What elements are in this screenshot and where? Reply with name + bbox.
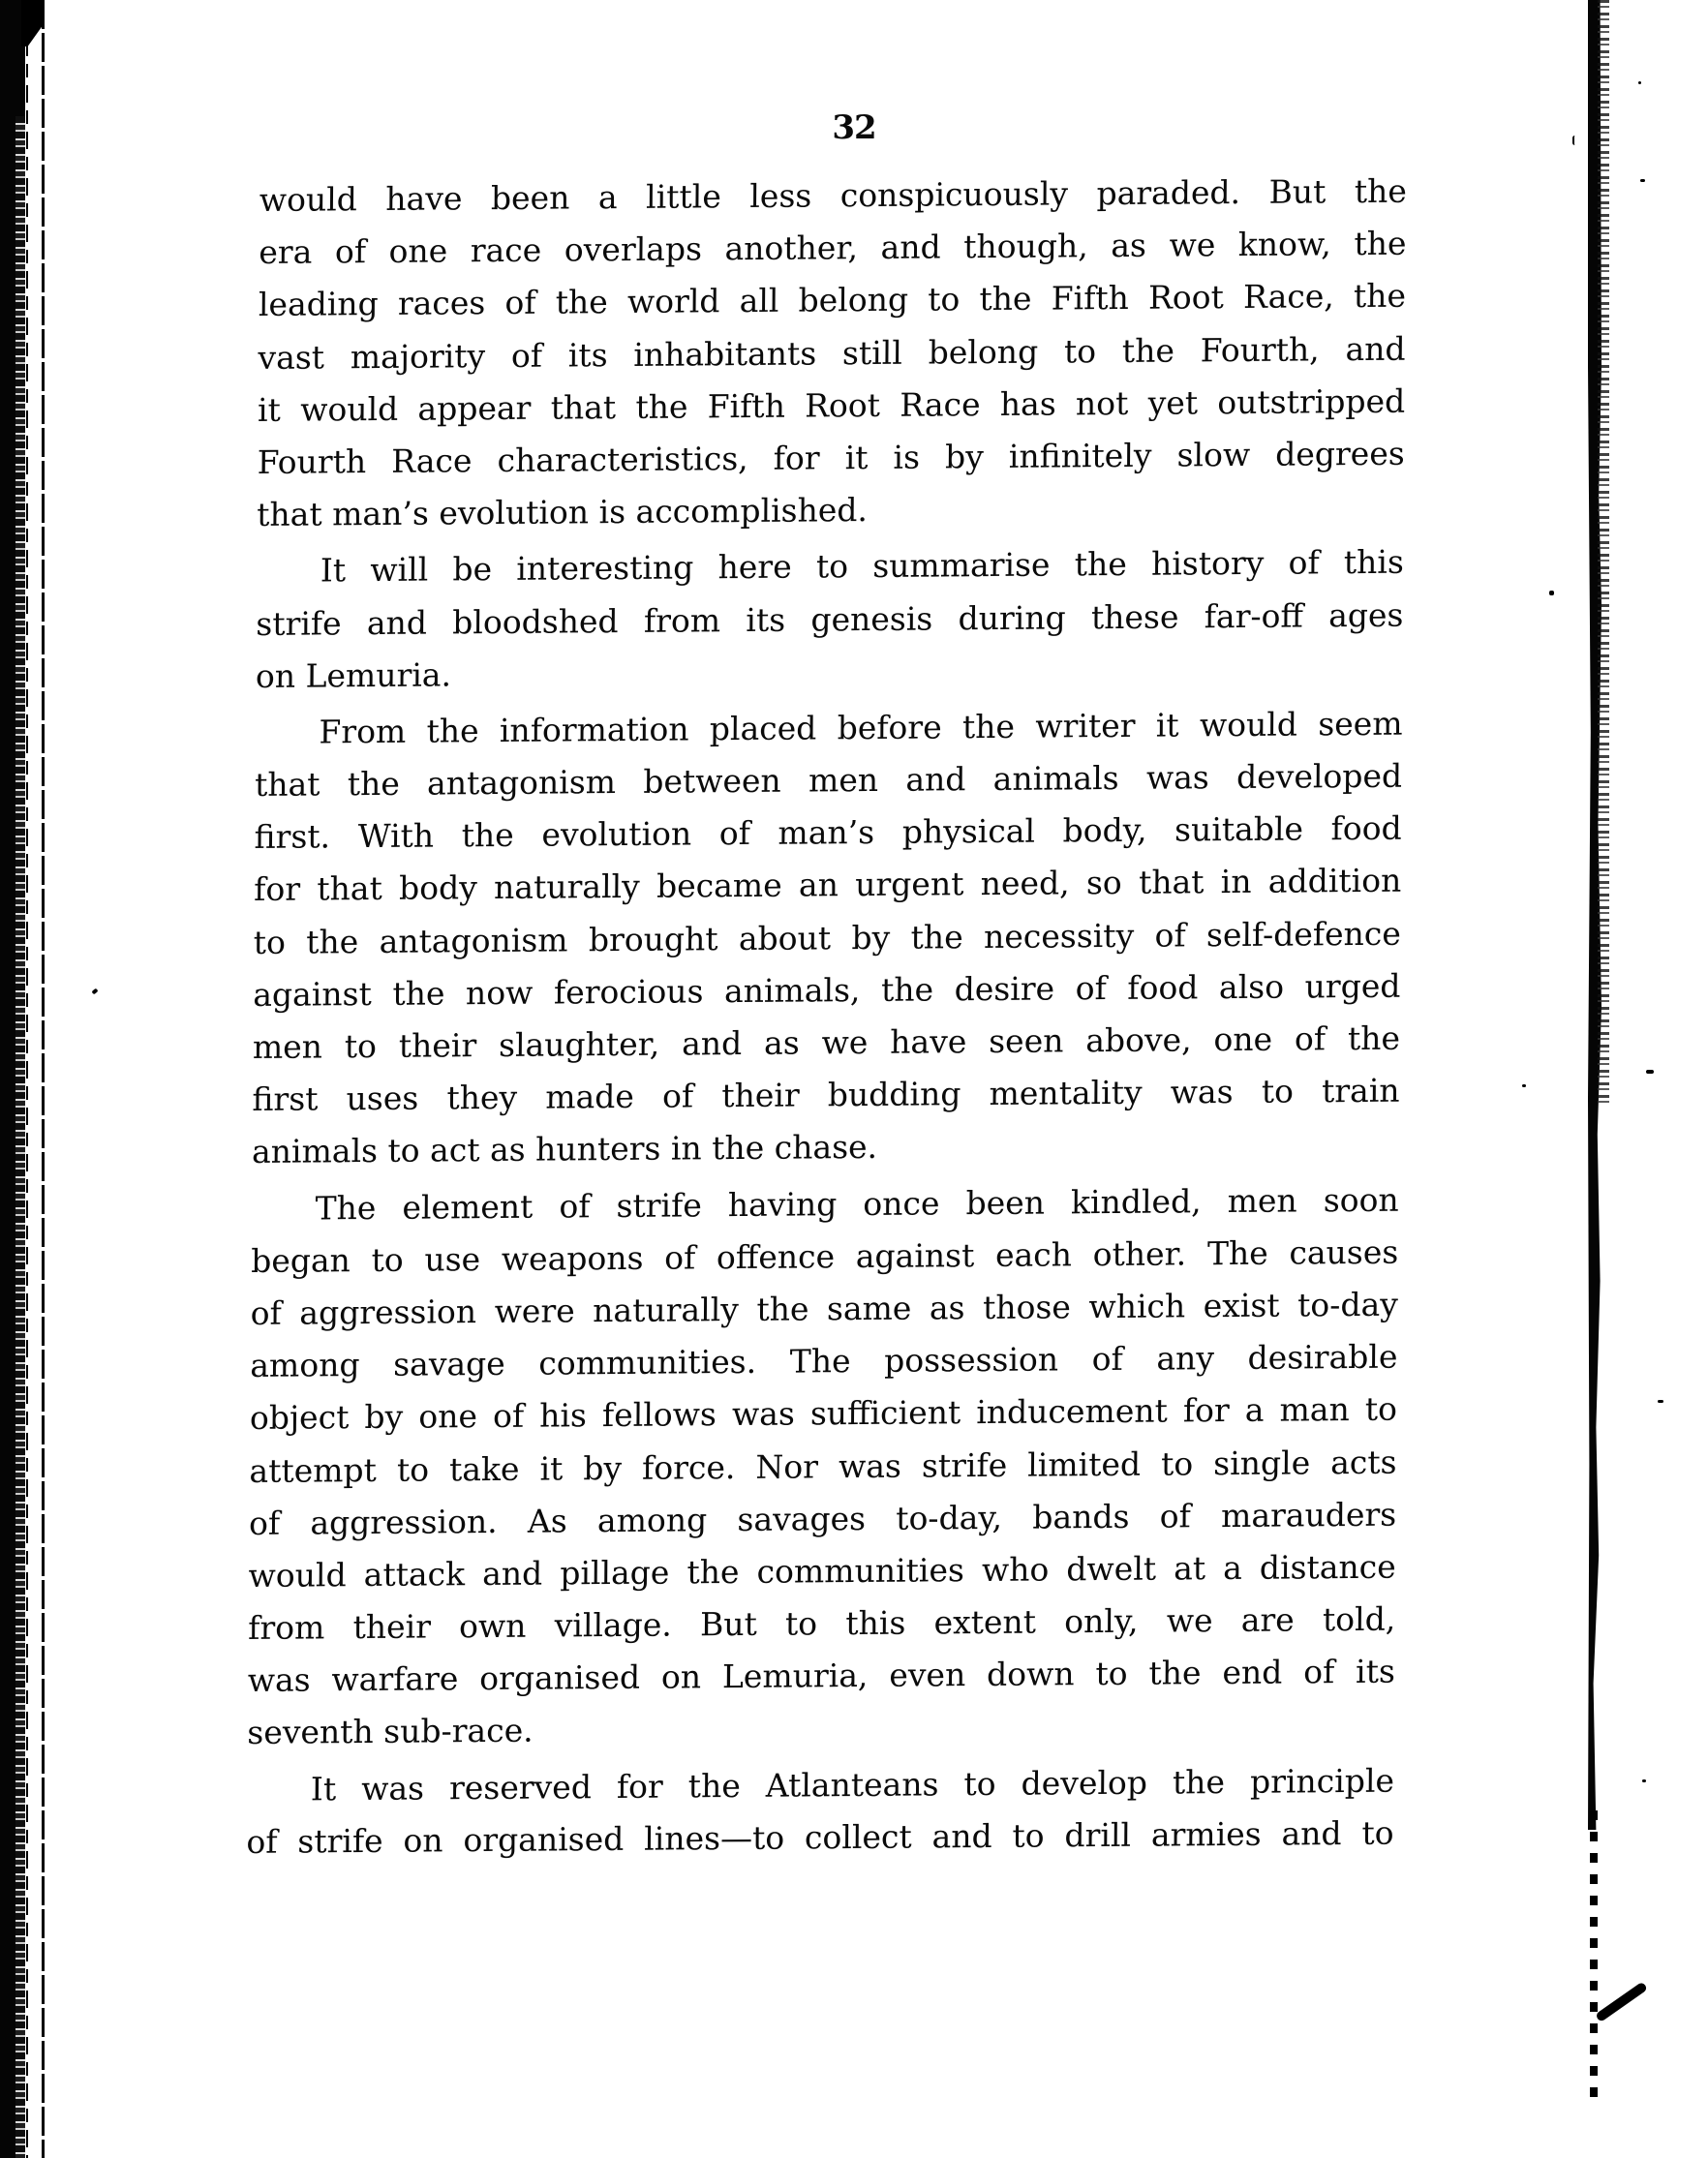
text-line: from their own village. But to this extent only, we are told, <box>248 1599 1396 1648</box>
scan-speck <box>1646 1070 1654 1074</box>
text-line: The element of strife having once been kindled, men soon <box>315 1180 1399 1228</box>
text-line: of aggression were naturally the same as those which exist to-day <box>250 1285 1399 1332</box>
scan-speck <box>1549 591 1554 595</box>
paragraph <box>247 1173 1399 1759</box>
text-line: of strife on organised lines—to collect and to drill armies and to <box>246 1813 1394 1861</box>
text-line: men to their slaughter, and as we have seen above, one of the <box>252 1018 1401 1066</box>
text-line: Fourth Race characteristics, for it is by infinitely slow degrees <box>257 434 1405 481</box>
binding-edge-line-outer <box>42 0 45 2158</box>
page-edge-hook-mark <box>1595 1981 1648 2022</box>
text-line: first uses they made of their budding mentality was to train <box>252 1071 1400 1119</box>
scan-speck <box>1522 1084 1526 1087</box>
scan-speck <box>1640 179 1645 182</box>
paragraph <box>246 1754 1394 1869</box>
text-line: among savage communities. The possession of any desirable <box>250 1337 1398 1385</box>
text-line: first. With the evolution of man’s physical body, suitable food <box>254 808 1402 857</box>
text-line: was warfare organised on Lemuria, even down to the end of its <box>247 1652 1396 1700</box>
page-edge-broken-line <box>1590 1810 1598 2101</box>
text-line: that the antagonism between men and animals was developed <box>254 756 1403 805</box>
text-line: to the antagonism brought about by the necessity of self-defence <box>253 914 1402 961</box>
text-line: It was reserved for the Atlanteans to develop the principle <box>310 1761 1395 1808</box>
text-line: on Lemuria. <box>255 655 452 695</box>
text-line: era of one race overlaps another, and though, as we know, the <box>259 224 1407 272</box>
text-line: against the now ferocious animals, the desire of food also urged <box>253 966 1401 1014</box>
scan-speck <box>91 988 98 995</box>
binding-shadow-texture <box>15 116 25 2158</box>
text-line: it would appear that the Fifth Root Race has not yet outstripped <box>257 381 1406 429</box>
scan-speck <box>1658 1400 1663 1403</box>
scan-speck <box>1642 1779 1646 1782</box>
text-line: object by one of his fellows was sufficient inducement for a man to <box>249 1389 1398 1438</box>
binding-corner-mark <box>21 0 43 46</box>
text-line: vast majority of its inhabitants still belong to the Fourth, and <box>258 329 1406 377</box>
text-line: strife and bloodshed from its genesis during these far-off ages <box>256 595 1404 643</box>
page-edge-fringe-right <box>1598 0 1609 1104</box>
text-line: of aggression. As among savages to-day, bands of marauders <box>248 1495 1397 1542</box>
text-line: that man’s evolution is accomplished. <box>257 491 869 534</box>
text-line: for that body naturally became an urgent need, so that in addition <box>254 862 1402 909</box>
text-line: From the information placed before the writer it would seem <box>319 704 1403 751</box>
text-line: attempt to take it by force. Nor was strife limited to single acts <box>249 1443 1397 1490</box>
text-line: would attack and pillage the communities who dwelt at a distance <box>248 1547 1396 1595</box>
text-line: began to use weapons of offence against each other. The causes <box>251 1232 1399 1280</box>
paragraph <box>257 166 1407 542</box>
scan-speck <box>1638 81 1641 84</box>
binding-edge-line <box>26 39 28 2158</box>
text-line: leading races of the world all belong to the Fifth Root Race, the <box>258 277 1407 324</box>
text-line: seventh sub-race. <box>247 1712 534 1752</box>
body-text <box>246 166 1407 1869</box>
text-line: would have been a little less conspicuously paraded. But the <box>259 171 1408 219</box>
paragraph <box>252 698 1403 1179</box>
text-line: It will be interesting here to summarise the history of this <box>320 542 1405 590</box>
text-line: animals to act as hunters in the chase. <box>251 1128 878 1171</box>
page-number: 32 <box>832 108 876 147</box>
paragraph <box>256 536 1404 703</box>
